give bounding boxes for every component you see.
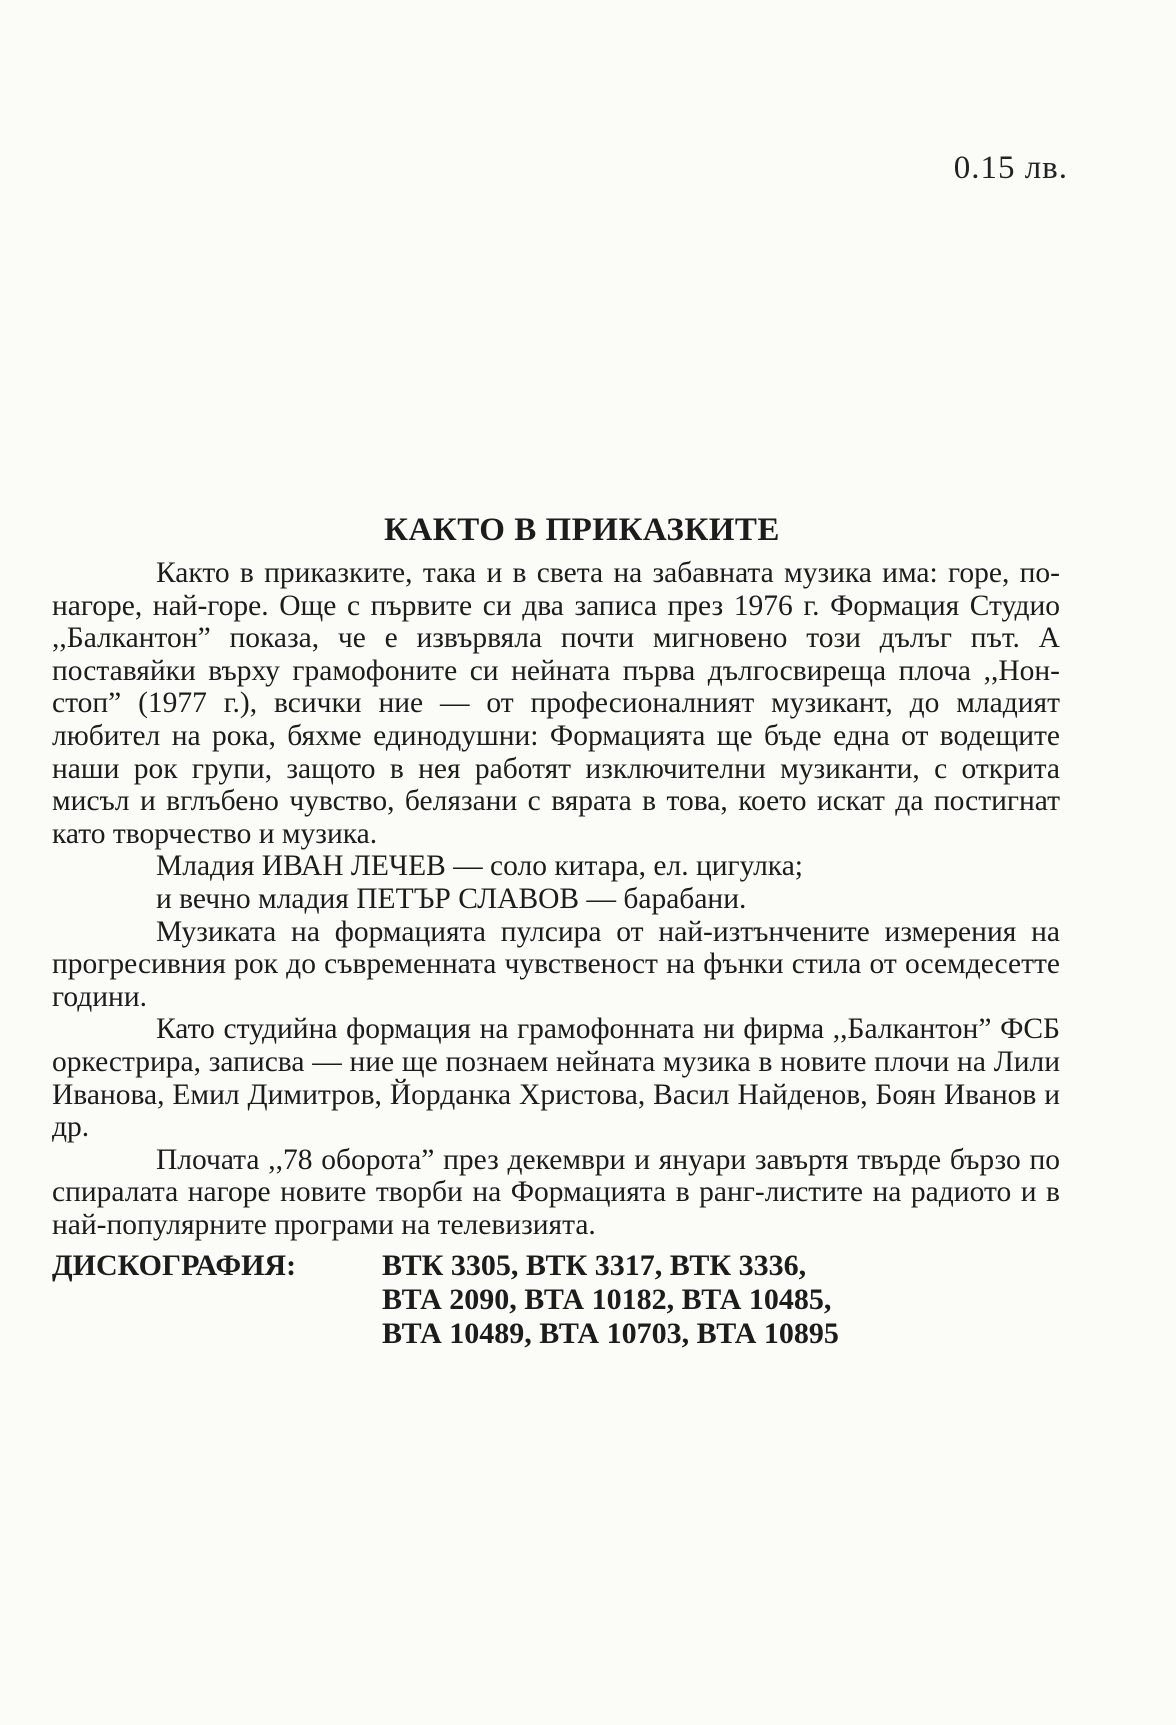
article-paragraph-4: Плочата ,,78 оборота” през декември и януари завъртя твърде бързо по спиралата нагоре новите творби на Формацията в ранг-листите на радиото и в най-популярните програми на телевизията.	[52, 1143, 1060, 1241]
member-line-2: и вечно младия ПЕТЪР СЛАВОВ — барабани.	[156, 882, 747, 915]
article-paragraph-1: Както в приказките, така и в света на забавната музика има: горе, по-нагоре, най-горе. Още с първите си два записа през 1976 г. Формация Студио ,,Балкантон” показа, че е извървяла почти мигновено този дълъг път. А поставяйки върху грамофоните си нейната първа дългосвиреща плоча ,,Нон-стоп” (1977 г.), всички ние — от професионалният музикант, до младият любител на рока, бяхме единодушни: Формацията ще бъде една от водещите наши рок групи, защото в нея работят изключителни музиканти, с открита мисъл и вглъбено чувство, белязани с вярата в това, което искат да постигнат като творчество и музика.	[52, 557, 1060, 850]
article-paragraph-3: Като студийна формация на грамофонната ни фирма ,,Балкантон” ФСБ оркестрира, записва — ние ще познаем нейната музика в новите плочи на Лили Иванова, Емил Димитров, Йорданка Христова, Васил Найденов, Боян Иванов и др.	[52, 1013, 1060, 1144]
discography-line-1: ВТК 3305, ВТК 3317, ВТК 3336,	[382, 1249, 807, 1283]
article	[52, 512, 1060, 1351]
discography-line-3: ВТА 10489, ВТА 10703, ВТА 10895	[382, 1317, 839, 1351]
member-line-1: Младия ИВАН ЛЕЧЕВ — соло китара, ел. цигулка;	[156, 850, 803, 883]
discography-list	[382, 1249, 1060, 1351]
discography-label: ДИСКОГРАФИЯ:	[52, 1249, 297, 1283]
discography-line-2: ВТА 2090, ВТА 10182, ВТА 10485,	[382, 1283, 832, 1317]
discography	[52, 1249, 1060, 1351]
article-paragraph-2: Музиката на формацията пулсира от най-изтънчените измерения на прогресивния рок до съвременната чувственост на фънки стила от осемдесетте години.	[52, 915, 1060, 1013]
article-title: КАКТО В ПРИКАЗКИТЕ	[384, 512, 780, 548]
price-label: 0.15 лв.	[953, 150, 1068, 186]
